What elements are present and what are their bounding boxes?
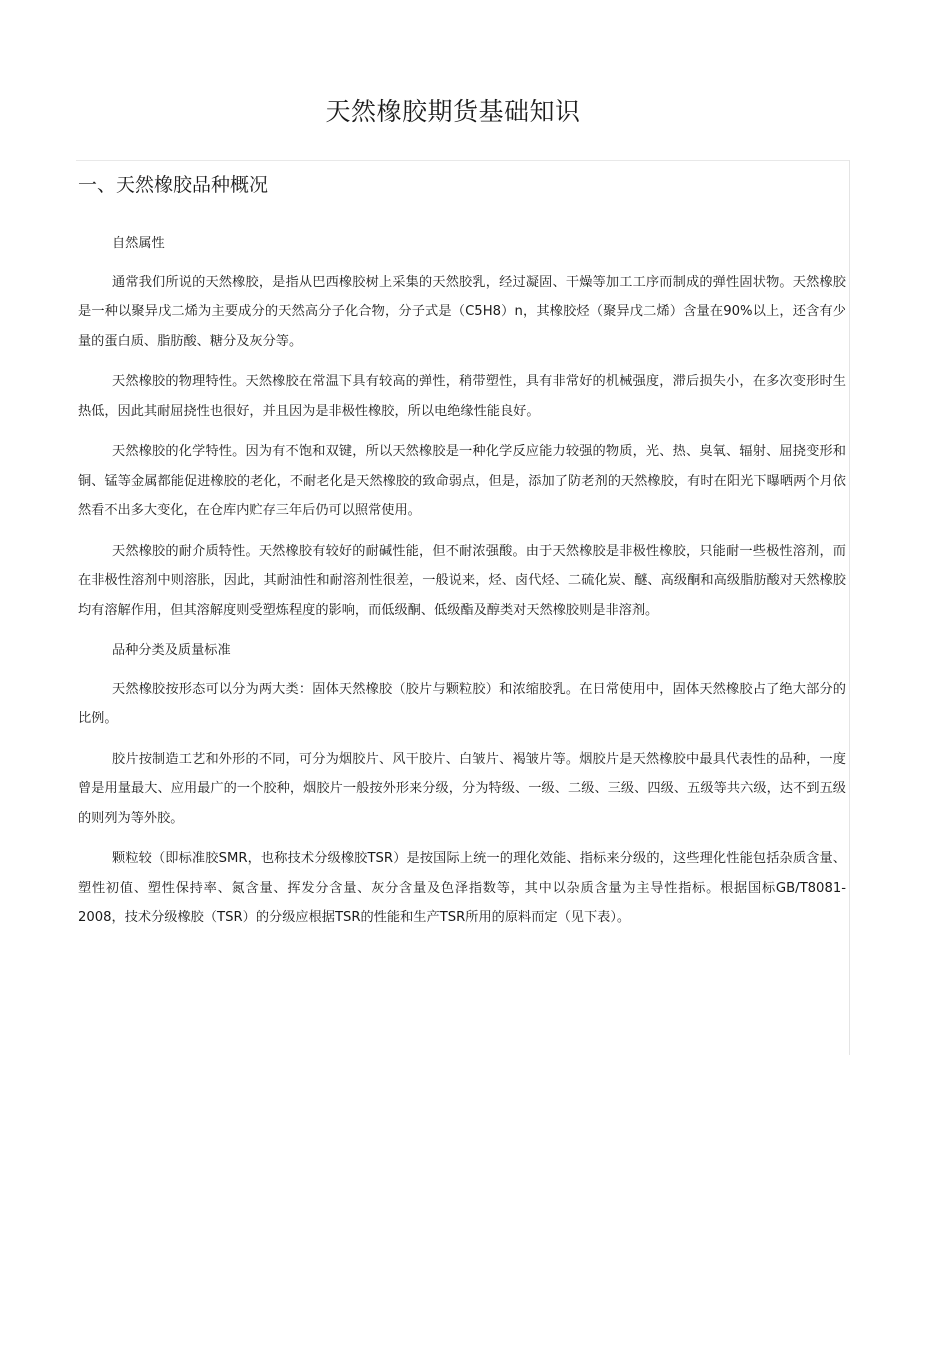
paragraph-medium-resistance: 天然橡胶的耐介质特性。天然橡胶有较好的耐碱性能，但不耐浓强酸。由于天然橡胶是非极性橡胶，只能耐一些极性溶剂，而在非极性溶剂中则溶胀，因此，其耐油性和耐溶剂性很差，一般说来，烃、卤代烃、二硫化炭、醚、高级酮和高级脂肪酸对天然橡胶均有溶解作用，但其溶解度则受塑炼程度的影响，而低级酮、低级酯及醇类对天然橡胶则是非溶剂。 [78,543,846,618]
section-heading: 一、天然橡胶品种概况 [78,174,269,196]
section-divider [76,160,850,161]
paragraph-sheet-rubber: 胶片按制造工艺和外形的不同，可分为烟胶片、风干胶片、白皱片、褐皱片等。烟胶片是天然橡胶中最具代表性的品种，一度曾是用量最大、应用最广的一个胶种，烟胶片一般按外形来分级，分为特级、一级、二级、三级、四级、五级等共六级，达不到五级的则列为等外胶。 [78,751,846,826]
subheading-natural-properties: 自然属性 [112,236,165,251]
document-body [78,229,846,944]
content-border [849,160,850,1055]
paragraph-chemical-properties: 天然橡胶的化学特性。因为有不饱和双键，所以天然橡胶是一种化学反应能力较强的物质，光、热、臭氧、辐射、屈挠变形和铜、锰等金属都能促进橡胶的老化，不耐老化是天然橡胶的致命弱点，但是，添加了防老剂的天然橡胶，有时在阳光下曝晒两个月依然看不出多大变化，在仓库内贮存三年后仍可以照常使用。 [78,444,846,518]
paragraph-physical-properties: 天然橡胶的物理特性。天然橡胶在常温下具有较高的弹性，稍带塑性，具有非常好的机械强度，滞后损失小，在多次变形时生热低，因此其耐屈挠性也很好，并且因为是非极性橡胶，所以电绝缘性能良好。 [78,374,846,419]
page-title: 天然橡胶期货基础知识 [325,97,581,126]
paragraph-technically-specified-rubber: 颗粒较（即标准胶SMR，也称技术分级橡胶TSR）是按国际上统一的理化效能、指标来分级的，这些理化性能包括杂质含量、塑性初值、塑性保持率、氮含量、挥发分含量、灰分含量及色泽指数等，其中以杂质含量为主导性指标。根据国标GB/T8081-2008，技术分级橡胶（TSR）的分级应根据TSR的性能和生产TSR所用的原料而定（见下表）。 [78,851,846,925]
paragraph-forms: 天然橡胶按形态可以分为两大类：固体天然橡胶（胶片与颗粒胶）和浓缩胶乳。在日常使用中，固体天然橡胶占了绝大部分的比例。 [78,681,846,726]
paragraph-definition: 通常我们所说的天然橡胶，是指从巴西橡胶树上采集的天然胶乳，经过凝固、干燥等加工工序而制成的弹性固状物。天然橡胶是一种以聚异戊二烯为主要成分的天然高分子化合物，分子式是（C5H8）n，其橡胶烃（聚异戊二烯）含量在90%以上，还含有少量的蛋白质、脂肪酸、糖分及灰分等。 [78,274,846,349]
subheading-grades-standards: 品种分类及质量标准 [112,643,231,658]
